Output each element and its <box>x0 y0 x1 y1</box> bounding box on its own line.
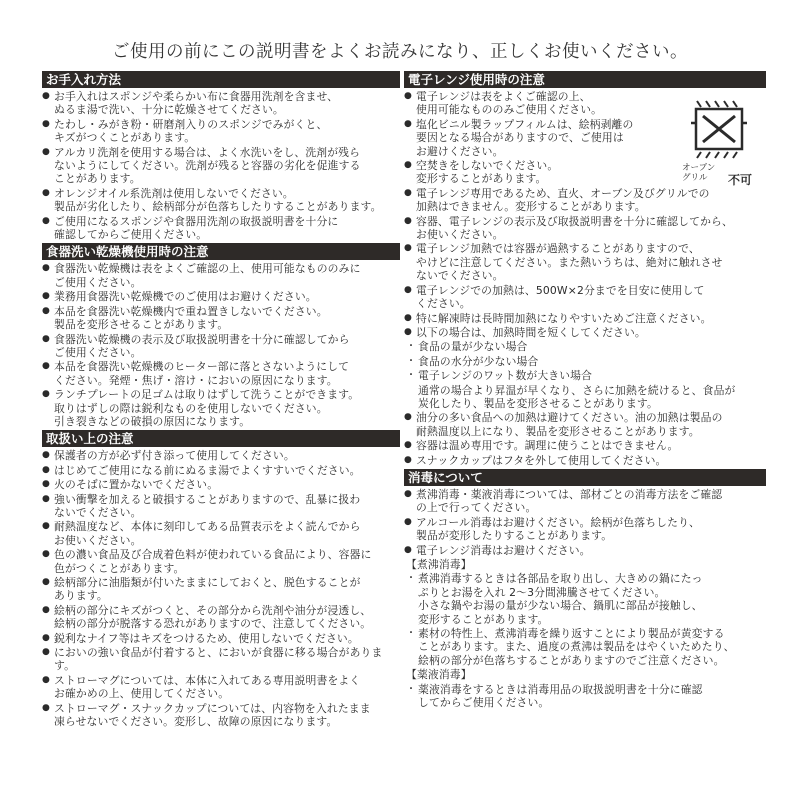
section <box>42 430 400 728</box>
list-item <box>42 118 400 145</box>
list-item-text: 火のそばに置かないでください。 <box>54 478 219 492</box>
list-item <box>42 187 400 214</box>
list-item <box>42 478 400 491</box>
list-item <box>404 159 678 186</box>
list-item <box>404 369 766 382</box>
list-item <box>42 520 400 547</box>
list-item-text: ご使用になるスポンジや食器用洗剤の取扱説明書を十分に 確認してからご使用ください。 <box>54 214 339 242</box>
list-item-text: 食器洗い乾燥機は表をよくご確認の上、使用可能なもののみに ご使用ください。 <box>54 262 361 289</box>
list-item <box>42 215 400 242</box>
list-item <box>404 627 766 667</box>
list-item <box>404 411 766 438</box>
list-item <box>42 702 400 729</box>
list-item-text: 食品の水分が少ない場合 <box>418 354 539 368</box>
list-item <box>42 548 400 575</box>
section <box>42 71 400 241</box>
list-item-text: 【薬液消毒】 <box>406 668 472 682</box>
section-title: 消毒について <box>404 469 766 486</box>
oven-label: オーブン <box>682 163 716 173</box>
list-item-text: アルカリ洗剤を使用する場合は、よく水洗いをし、洗剤が残ら ないようにしてください。洗剤が残ると容器の劣化を促進する ことがあります。 <box>54 145 361 186</box>
list-item <box>404 242 766 282</box>
list-item <box>42 674 400 701</box>
list-item <box>42 646 400 673</box>
list-item <box>404 326 766 339</box>
list-item-text: 食器洗い乾燥機の表示及び取扱説明書を十分に確認してから ご使用ください。 <box>54 332 350 359</box>
list-item <box>404 187 766 214</box>
list-item-text: 素材の特性上、煮沸消毒を繰り返すことにより製品が黄変する ことがあります。また、過度の煮沸は製品をはやくいためたり、 絵柄の部分が色落ちすることがありますのでご注意ください。 <box>418 627 735 667</box>
list-item <box>42 90 400 117</box>
list-item-text: 空焚きをしないでください。 変形することがあります。 <box>416 159 559 186</box>
subsection-label <box>404 668 766 681</box>
list-item-text: 通常の場合より昇温が早くなり、さらに加熱を続けると、食品が 炭化したり、製品を変形させることがあります。 <box>418 383 736 410</box>
section <box>42 243 400 428</box>
list-item <box>404 384 766 411</box>
notice-list <box>42 449 400 728</box>
list-item-text: お手入れはスポンジや柔らかい布に食器用洗剤を含ませ、 ぬるま湯で洗い、十分に乾燥させてください。 <box>54 90 339 117</box>
oven-grill-caption <box>682 163 766 183</box>
list-item <box>42 464 400 477</box>
list-item <box>404 312 766 325</box>
list-item-text: 耐熱温度など、本体に刻印してある品質表示をよく読んでから お使いください。 <box>54 520 361 547</box>
left-column <box>42 71 400 730</box>
list-item-text: はじめてご使用になる前にぬるま湯でよくすすいでください。 <box>54 463 361 477</box>
list-item-text: 絵柄の部分にキズがつくと、その部分から洗剤や油分が浸透し、 絵柄の部分が脱落する恐れがありますので、注意してください。 <box>54 603 372 631</box>
notice-list <box>42 90 400 241</box>
list-item <box>42 493 400 520</box>
list-item-text: においの強い食品が付着すると、においが食器に移る場合があります。 <box>54 646 383 673</box>
list-item <box>404 454 766 467</box>
list-item-text: 容器、電子レンジの表示及び取扱説明書を十分に確認してから、 お使いください。 <box>416 214 733 242</box>
list-item-text: 業務用食器洗い乾燥機でのご使用はお避けください。 <box>54 290 317 304</box>
notice-list <box>404 488 766 710</box>
list-item <box>42 576 400 603</box>
oven-grill-prohibited-icon <box>689 97 749 161</box>
list-item <box>404 340 766 353</box>
list-item-text: 電子レンジ消毒はお避けください。 <box>416 543 591 557</box>
list-item <box>42 290 400 303</box>
list-item-text: 容器は温め専用です。調理に使うことはできません。 <box>416 439 679 453</box>
list-item-text: 色の濃い食品及び合成着色料が使われている食品により、容器に 色がつくことがあります。 <box>54 548 372 575</box>
list-item-text: 本品を食器洗い乾燥機内で重ね置きしないでください。 製品を変形させることがあります。 <box>54 304 328 332</box>
list-item-text: 電子レンジ加熱では容器が過熱することがありますので、 やけどに注意してください。また熱いうちは、絶対に触れさせ ないでください。 <box>416 242 723 283</box>
grill-label: グリル <box>682 173 708 183</box>
list-item-text: 食品の量が少ない場合 <box>418 340 528 354</box>
list-item-text: 特に解凍時は長時間加熱になりやすいためご注意ください。 <box>416 311 712 325</box>
list-item-text: ストローマグ・スナックカップについては、内容物を入れたまま 凍らせないでください。変形し、故障の原因になります。 <box>54 701 371 729</box>
list-item-text: 電子レンジ専用であるため、直火、オーブン及びグリルでの 加熱はできません。変形することがあります。 <box>416 186 710 214</box>
list-item-text: 煮沸消毒するときは各部品を取り出し、大きめの鍋にたっ ぷりとお湯を入れ 2〜3分間沸騰させてください。 小さな鍋やお湯の量が少ない場合、鍋肌に部品が接触し、 変形することがあります。 <box>418 572 703 626</box>
list-item-text: ストローマグについては、本体に入れてある専用説明書をよく お確かめの上、使用してください。 <box>54 673 361 701</box>
list-item-text: 油分の多い食品への加熱は避けてください。油の加熱は製品の 耐熱温度以上になり、製品を変形させることがあります。 <box>416 411 723 438</box>
list-item-text: 電子レンジでの加熱は、500W×2分までを目安に使用して ください。 <box>416 283 705 311</box>
list-item-text: たわし・みがき粉・研磨剤入りのスポンジでみがくと、 キズがつくことがあります。 <box>54 117 328 145</box>
list-item-text: 【煮沸消毒】 <box>406 558 472 571</box>
list-item-text: 以下の場合は、加熱時間を短くしてください。 <box>416 325 646 339</box>
list-item <box>42 262 400 289</box>
list-item <box>42 388 400 428</box>
list-item-text: 薬液消毒をするときは消毒用品の取扱説明書を十分に確認 してからご使用ください。 <box>418 682 703 710</box>
list-item-text: 電子レンジは表をよくご確認の上、 使用可能なもののみご使用ください。 <box>416 90 603 117</box>
section-title: 電子レンジ使用時の注意 <box>404 71 766 88</box>
list-item-text: 保護者の方が必ず付き添って使用してください。 <box>54 449 295 463</box>
list-item-text: アルコール消毒はお避けください。絵柄が色落ちしたり、 製品が変形したりすることがあります。 <box>416 515 700 543</box>
list-item <box>42 305 400 332</box>
oven-grill-prohibited-mark <box>682 97 762 189</box>
section <box>404 469 766 710</box>
list-item <box>404 488 766 515</box>
list-item <box>404 284 766 311</box>
subsection-label <box>404 558 766 571</box>
list-item <box>42 360 400 387</box>
prohibited-label: 不可 <box>728 173 753 187</box>
list-item <box>404 572 766 626</box>
list-item <box>42 146 400 186</box>
list-item-text: 鋭利なナイフ等はキズをつけるため、使用しないでください。 <box>54 631 359 645</box>
list-item-text: オレンジオイル系洗剤は使用しないでください。 製品が劣化したり、絵柄部分が色落ちしたりすることがあります。 <box>54 186 382 214</box>
list-item <box>42 449 400 462</box>
list-item <box>404 516 766 543</box>
list-item <box>404 90 678 117</box>
section-title: 取扱い上の注意 <box>42 430 400 447</box>
list-item <box>404 439 766 452</box>
section-title: 食器洗い乾燥機使用時の注意 <box>42 243 400 260</box>
list-item-text: 塩化ビニル製ラップフィルムは、絵柄剥離の 要因となる場合がありますので、ご使用は お避けください。 <box>416 117 634 158</box>
list-item-text: スナックカップはフタを外して使用してください。 <box>416 453 667 467</box>
list-item-text: 強い衝撃を加えると破損することがありますので、乱暴に扱わ ないでください。 <box>54 492 361 519</box>
list-item <box>404 118 678 158</box>
list-item-text: ランチプレートの足ゴムは取りはずして洗うことができます。 取りはずしの際は鋭利なものを使用しないでください。 引き裂きなどの破損の原因になります。 <box>54 388 360 428</box>
list-item <box>404 215 766 242</box>
list-item <box>42 604 400 631</box>
list-item <box>404 355 766 368</box>
list-item-text: 電子レンジのワット数が大きい場合 <box>418 369 593 383</box>
page-headline: ご使用の前にこの説明書をよくお読みになり、正しくお使いください。 <box>112 42 688 62</box>
list-item <box>404 544 766 557</box>
list-item <box>42 632 400 645</box>
section-title: お手入れ方法 <box>42 71 400 88</box>
list-item-text: 本品を食器洗い乾燥機のヒーター部に落とさないようにして ください。発煙・焦げ・溶け・においの原因になります。 <box>54 360 350 387</box>
list-item <box>404 683 766 710</box>
list-item-text: 煮沸消毒・薬液消毒については、部材ごとの消毒方法をご確認 の上で行ってください。 <box>416 487 723 515</box>
list-item <box>42 333 400 360</box>
notice-list <box>42 262 400 428</box>
list-item-text: 絵柄部分に油脂類が付いたままにしておくと、脱色することが あります。 <box>54 576 361 603</box>
